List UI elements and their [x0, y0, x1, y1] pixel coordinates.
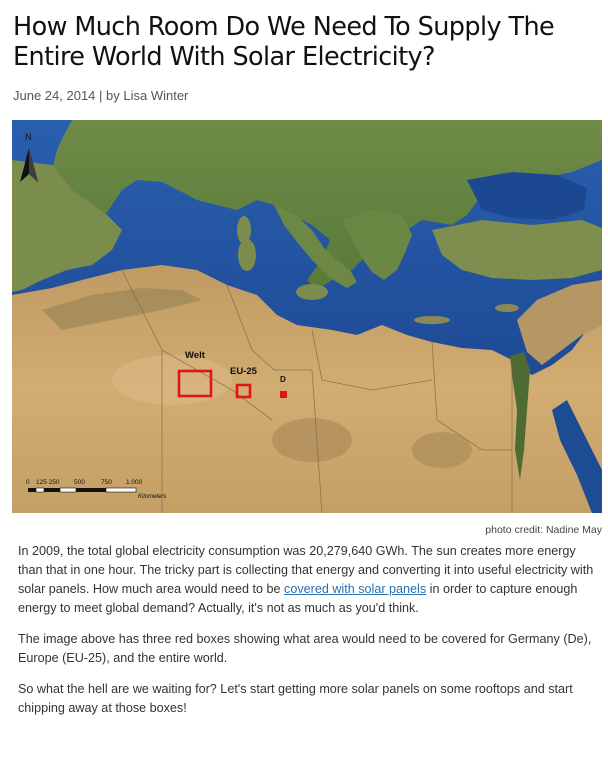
sardinia-island	[238, 239, 256, 271]
publish-date: June 24, 2014	[13, 88, 96, 103]
scale-tick-2: 500	[74, 479, 85, 486]
article-body	[18, 542, 596, 730]
author-name: Lisa Winter	[123, 88, 189, 103]
scale-tick-4: 1.000	[126, 479, 143, 486]
cyprus-island	[495, 304, 519, 312]
byline	[13, 88, 188, 103]
solar-panels-link[interactable]: covered with solar panels	[284, 582, 427, 596]
paragraph-1-text-end: in order to capture enough energy to meet global demand? Actually, it's not as much as you'd think.	[18, 582, 578, 615]
byline-separator: | by	[95, 88, 124, 103]
photo-credit: photo credit: Nadine May	[485, 524, 602, 536]
hoggar-massif	[272, 418, 352, 462]
paragraph-2: The image above has three red boxes showing what area would need to be covered for Germany (De), Europe (EU-25), and the entire world.	[18, 632, 592, 665]
eu25-box-label: EU-25	[230, 366, 257, 377]
scale-unit: Kilometers	[138, 494, 167, 500]
scale-tick-1: 125 250	[36, 479, 60, 486]
world-box-label: Welt	[185, 350, 205, 361]
scale-tick-3: 750	[101, 479, 112, 486]
article-title: How Much Room Do We Need To Supply The Entire World With Solar Electricity?	[13, 12, 555, 72]
scale-tick-0: 0	[26, 479, 30, 486]
north-label: N	[25, 132, 32, 142]
paragraph-1	[18, 542, 596, 618]
crete-island	[414, 316, 450, 324]
paragraph-3: So what the hell are we waiting for? Let's start getting more solar panels on some rooftops and start chipping away at those boxes!	[18, 682, 573, 715]
paragraph-1-text-start: In 2009, the total global electricity consumption was 20,279,640 GWh. The sun creates more energy than that in one hour. The tricky part is collecting that energy and converting it into useful electricity with solar panels. How much area would need to be	[18, 544, 594, 596]
solar-area-map-image	[12, 120, 602, 513]
sicily-island	[296, 284, 328, 300]
germany-box-label: D	[280, 375, 286, 384]
germany-area-box	[281, 392, 286, 397]
